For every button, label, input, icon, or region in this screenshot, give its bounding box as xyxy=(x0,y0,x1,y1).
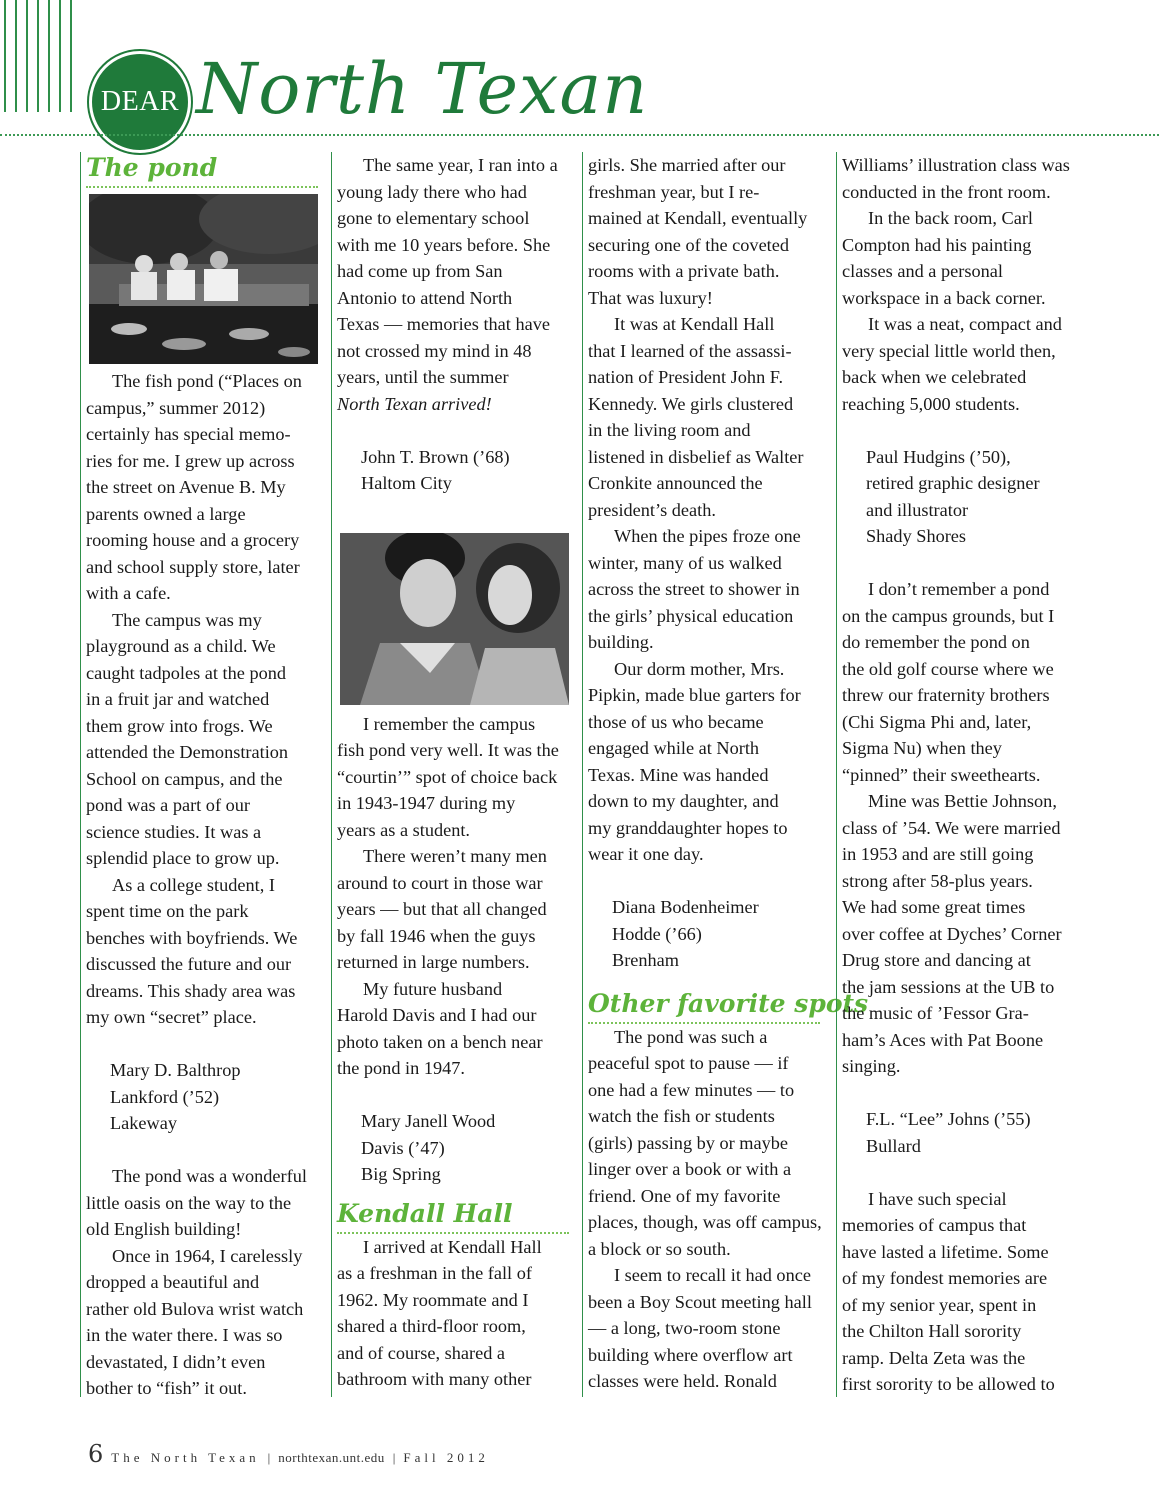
text-line: threw our fraternity brothers xyxy=(842,685,1050,705)
paragraph-gap xyxy=(842,550,1082,577)
text-line: reaching 5,000 students. xyxy=(842,393,1020,414)
text-line: old English building! xyxy=(86,1219,242,1239)
text-line: down to my daughter, and xyxy=(588,791,779,811)
text-line: Brenham xyxy=(612,950,680,970)
text-line: in 1953 and are still going xyxy=(842,844,1034,864)
text-line: back when we celebrated xyxy=(842,367,1027,387)
paragraph-gap xyxy=(337,1082,577,1109)
text-line: in the living room and xyxy=(588,420,751,440)
text-line: been a Boy Scout meeting hall xyxy=(588,1291,812,1312)
footer-url: northtexan.unt.edu xyxy=(278,1450,385,1465)
text-line: of my senior year, spent in xyxy=(842,1294,1037,1315)
text-line: years, until the summer xyxy=(337,367,509,387)
list-col3-a xyxy=(588,152,828,974)
text-line: As a college student, I xyxy=(112,874,275,895)
text-line: discussed the future and our xyxy=(86,954,292,974)
text-line: I don’t remember a pond xyxy=(868,579,1050,599)
text-line: The campus was my xyxy=(112,609,262,630)
text-line: Our dorm mother, Mrs. xyxy=(614,658,785,679)
text-line: my own “secret” place. xyxy=(86,1007,257,1027)
text-line: dropped a beautiful and xyxy=(86,1272,260,1292)
text-line: in the water there. I was so xyxy=(86,1325,283,1345)
text-line: certainly has special memo- xyxy=(86,424,291,444)
text-line: Texas. Mine was handed xyxy=(588,764,769,785)
text-line: The pond was a wonderful xyxy=(112,1166,307,1186)
text-line: spent time on the park xyxy=(86,901,249,921)
section-heading-kendall-hall: Kendall Hall xyxy=(337,1198,569,1234)
text-line: president’s death. xyxy=(588,499,716,520)
text-line: Mary D. Balthrop xyxy=(110,1060,241,1080)
text-line: the old golf course where we xyxy=(842,658,1054,679)
text-line: in a fruit jar and watched xyxy=(86,689,270,709)
badge-text: DEAR xyxy=(100,86,180,117)
text-line: Pipkin, made blue garters for xyxy=(588,685,801,705)
text-line: winter, many of us walked xyxy=(588,552,782,573)
text-line: (girls) passing by or maybe xyxy=(588,1132,789,1153)
text-line: North Texan arrived! xyxy=(337,393,492,414)
text-line: the jam sessions at the UB to xyxy=(842,976,1055,997)
text-line: Big Spring xyxy=(361,1164,441,1184)
text-line: Mine was Bettie Johnson, xyxy=(868,791,1057,811)
text-line: My future husband xyxy=(363,978,503,999)
text-line: classes were held. Ronald xyxy=(588,1371,777,1391)
text-line: those of us who became xyxy=(588,711,764,732)
text-line: memories of campus that xyxy=(842,1215,1027,1235)
text-line: 1962. My roommate and I xyxy=(337,1289,529,1310)
text-line: Texas — memories that have xyxy=(337,314,550,334)
text-line: attended the Demonstration xyxy=(86,742,289,762)
text-line: devastated, I didn’t even xyxy=(86,1351,266,1372)
text-line: Antonio to attend North xyxy=(337,287,513,308)
issue-date: Fall 2012 xyxy=(403,1450,489,1465)
text-line: over coffee at Dyches’ Corner xyxy=(842,923,1062,944)
text-line: I arrived at Kendall Hall xyxy=(363,1236,542,1257)
text-line: engaged while at North xyxy=(588,738,760,758)
text-line: with me 10 years before. She xyxy=(337,234,551,255)
masthead-divider xyxy=(0,134,1159,136)
text-line: building. xyxy=(588,632,654,652)
text-line: classes and a personal xyxy=(842,261,1003,281)
list-col4 xyxy=(842,152,1082,1398)
letter-text xyxy=(337,152,577,497)
text-line: Shady Shores xyxy=(866,526,967,546)
text-line: We had some great times xyxy=(842,897,1026,917)
text-line: listened in disbelief as Walter xyxy=(588,446,804,467)
text-line: Drug store and dancing at xyxy=(842,950,1031,970)
text-line: ramp. Delta Zeta was the xyxy=(842,1347,1026,1368)
text-line: by fall 1946 when the guys xyxy=(337,925,536,946)
page-number: 6 xyxy=(88,1440,104,1468)
text-line: bother to “fish” it out. xyxy=(86,1378,247,1398)
pond-photo xyxy=(89,194,318,364)
text-line: caught tadpoles at the pond xyxy=(86,662,287,683)
paragraph-gap xyxy=(86,1137,326,1164)
letter-text xyxy=(337,711,577,1188)
text-line: linger over a book or with a xyxy=(588,1159,792,1179)
text-line: pond was a part of our xyxy=(86,795,250,815)
text-line: the music of ’Fessor Gra- xyxy=(842,1003,1029,1023)
paragraph-gap xyxy=(588,868,828,895)
text-line: dreams. This shady area was xyxy=(86,980,296,1001)
text-line: That was luxury! xyxy=(588,287,713,308)
text-line: places, though, was off campus, xyxy=(588,1212,822,1232)
text-line: wear it one day. xyxy=(588,844,704,864)
text-line: In the back room, Carl xyxy=(868,208,1033,228)
text-line: Compton had his painting xyxy=(842,234,1032,255)
letter-text xyxy=(588,152,828,974)
text-line: “pinned” their sweethearts. xyxy=(842,764,1041,785)
section-heading-other-favorite-spots: Other favorite spots xyxy=(588,988,820,1024)
text-line: Davis (’47) xyxy=(361,1137,445,1158)
text-line: playground as a child. We xyxy=(86,636,276,656)
text-line: Hodde (’66) xyxy=(612,923,702,944)
page-footer xyxy=(88,1440,489,1468)
text-line: the street on Avenue B. My xyxy=(86,477,286,497)
text-line: Lakeway xyxy=(110,1113,177,1133)
text-line: and illustrator xyxy=(866,499,969,520)
text-line: with a cafe. xyxy=(86,583,171,603)
text-line: It was a neat, compact and xyxy=(868,314,1062,334)
footer-separator: | xyxy=(392,1450,396,1465)
text-line: Williams’ illustration class was xyxy=(842,155,1070,175)
text-line: strong after 58-plus years. xyxy=(842,870,1033,891)
text-line: first sorority to be allowed to xyxy=(842,1374,1055,1394)
text-line: class of ’54. We were married xyxy=(842,817,1061,838)
column-3 xyxy=(582,152,869,1397)
text-line: “courtin’” spot of choice back xyxy=(337,766,558,787)
text-line: — a long, two-room stone xyxy=(588,1318,781,1338)
text-line: parents owned a large xyxy=(86,503,246,524)
text-line: the Chilton Hall sorority xyxy=(842,1321,1022,1341)
text-line: gone to elementary school xyxy=(337,208,530,228)
text-line: Kennedy. We girls clustered xyxy=(588,393,794,414)
text-line: When the pipes froze one xyxy=(614,526,801,546)
text-line: Lankford (’52) xyxy=(110,1086,220,1107)
text-line: the girls’ physical education xyxy=(588,605,794,626)
masthead-title: North Texan xyxy=(196,48,649,130)
text-line: There weren’t many men xyxy=(363,846,547,866)
letter-text xyxy=(842,152,1082,1398)
text-line: that I learned of the assassi- xyxy=(588,340,792,361)
dear-badge xyxy=(89,51,191,153)
text-line: had come up from San xyxy=(337,261,503,281)
text-line: I seem to recall it had once xyxy=(614,1265,811,1285)
text-line: a block or so south. xyxy=(588,1238,731,1259)
text-line: one had a few minutes — to xyxy=(588,1079,795,1100)
text-line: The fish pond (“Places on xyxy=(112,371,302,391)
column-2 xyxy=(331,152,577,1397)
text-line: have lasted a lifetime. Some xyxy=(842,1241,1049,1262)
text-line: nation of President John F. xyxy=(588,367,784,387)
text-line: Haltom City xyxy=(361,473,452,493)
list-col1 xyxy=(86,368,326,1402)
text-line: girls. She married after our xyxy=(588,155,786,175)
couple-photo xyxy=(340,533,569,705)
text-line: F.L. “Lee” Johns (’55) xyxy=(866,1109,1031,1129)
text-line: them grow into frogs. We xyxy=(86,715,273,736)
text-line: building where overflow art xyxy=(588,1344,793,1365)
masthead-decorative-lines xyxy=(0,0,80,112)
text-line: as a freshman in the fall of xyxy=(337,1263,532,1283)
column-4 xyxy=(836,152,1082,1397)
text-line: singing. xyxy=(842,1056,901,1076)
text-line: (Chi Sigma Phi and, later, xyxy=(842,711,1032,732)
text-line: watch the fish or students xyxy=(588,1106,775,1126)
text-line: do remember the pond on xyxy=(842,632,1030,652)
list-col3-b xyxy=(588,1024,828,1395)
text-line: The pond was such a xyxy=(614,1026,768,1047)
text-line: on the campus grounds, but I xyxy=(842,605,1055,626)
letter-text xyxy=(86,368,326,1402)
text-line: Paul Hudgins (’50), xyxy=(866,446,1011,467)
text-line: very special little world then, xyxy=(842,340,1056,361)
section-heading-the-pond: The pond xyxy=(86,152,318,188)
text-line: years as a student. xyxy=(337,819,471,840)
text-line: photo taken on a bench near xyxy=(337,1031,543,1052)
footer-separator: | xyxy=(267,1450,271,1465)
text-line: splendid place to grow up. xyxy=(86,848,280,868)
list-col2-b xyxy=(337,711,577,1188)
text-line: mained at Kendall, eventually xyxy=(588,208,808,228)
text-line: and school supply store, later xyxy=(86,556,300,577)
text-line: the pond in 1947. xyxy=(337,1058,465,1078)
text-line: not crossed my mind in 48 xyxy=(337,340,532,361)
text-line: of my fondest memories are xyxy=(842,1268,1048,1288)
text-line: rooming house and a grocery xyxy=(86,530,300,550)
text-line: Cronkite announced the xyxy=(588,473,763,493)
letter-text xyxy=(588,1024,828,1395)
text-line: workspace in a back corner. xyxy=(842,287,1046,308)
paragraph-gap xyxy=(86,1031,326,1058)
paragraph-gap xyxy=(337,417,577,444)
text-line: rather old Bulova wrist watch xyxy=(86,1298,304,1319)
text-line: science studies. It was a xyxy=(86,821,262,842)
publication-name: The North Texan xyxy=(111,1450,260,1465)
text-line: around to court in those war xyxy=(337,872,543,893)
text-line: little oasis on the way to the xyxy=(86,1192,292,1213)
text-line: and of course, shared a xyxy=(337,1342,506,1363)
text-line: Diana Bodenheimer xyxy=(612,897,759,917)
text-line: bathroom with many other xyxy=(337,1369,532,1389)
text-line: Once in 1964, I carelessly xyxy=(112,1245,303,1266)
letter-text xyxy=(337,1234,577,1393)
list-col2-c xyxy=(337,1234,577,1393)
text-line: rooms with a private bath. xyxy=(588,261,780,281)
list-col2-a xyxy=(337,152,577,497)
text-line: benches with boyfriends. We xyxy=(86,927,298,948)
text-line: campus,” summer 2012) xyxy=(86,397,266,418)
text-line: in 1943-1947 during my xyxy=(337,793,516,813)
text-line: It was at Kendall Hall xyxy=(614,314,775,334)
text-line: School on campus, and the xyxy=(86,768,283,789)
text-line: ham’s Aces with Pat Boone xyxy=(842,1029,1044,1050)
text-line: I have such special xyxy=(868,1188,1007,1209)
text-line: years — but that all changed xyxy=(337,899,547,919)
paragraph-gap xyxy=(842,1080,1082,1107)
paragraph-gap xyxy=(842,1159,1082,1186)
text-line: my granddaughter hopes to xyxy=(588,817,788,838)
text-line: securing one of the coveted xyxy=(588,234,790,255)
text-line: Mary Janell Wood xyxy=(361,1111,496,1131)
text-line: across the street to shower in xyxy=(588,579,800,599)
text-line: Bullard xyxy=(866,1135,921,1156)
text-line: young lady there who had xyxy=(337,181,527,202)
text-line: ries for me. I grew up across xyxy=(86,450,295,471)
paragraph-gap xyxy=(842,417,1082,444)
text-line: peaceful spot to pause — if xyxy=(588,1053,789,1073)
column-1 xyxy=(80,152,326,1397)
text-line: returned in large numbers. xyxy=(337,952,530,972)
text-line: The same year, I ran into a xyxy=(363,155,558,175)
text-line: I remember the campus xyxy=(363,713,536,734)
text-line: Harold Davis and I had our xyxy=(337,1005,537,1025)
text-line: Sigma Nu) when they xyxy=(842,738,1002,758)
text-line: fish pond very well. It was the xyxy=(337,740,559,760)
text-line: freshman year, but I re- xyxy=(588,181,760,202)
text-line: shared a third-floor room, xyxy=(337,1316,526,1336)
text-line: retired graphic designer xyxy=(866,473,1040,493)
text-line: John T. Brown (’68) xyxy=(361,446,510,467)
text-line: conducted in the front room. xyxy=(842,181,1051,202)
text-line: friend. One of my favorite xyxy=(588,1185,781,1206)
